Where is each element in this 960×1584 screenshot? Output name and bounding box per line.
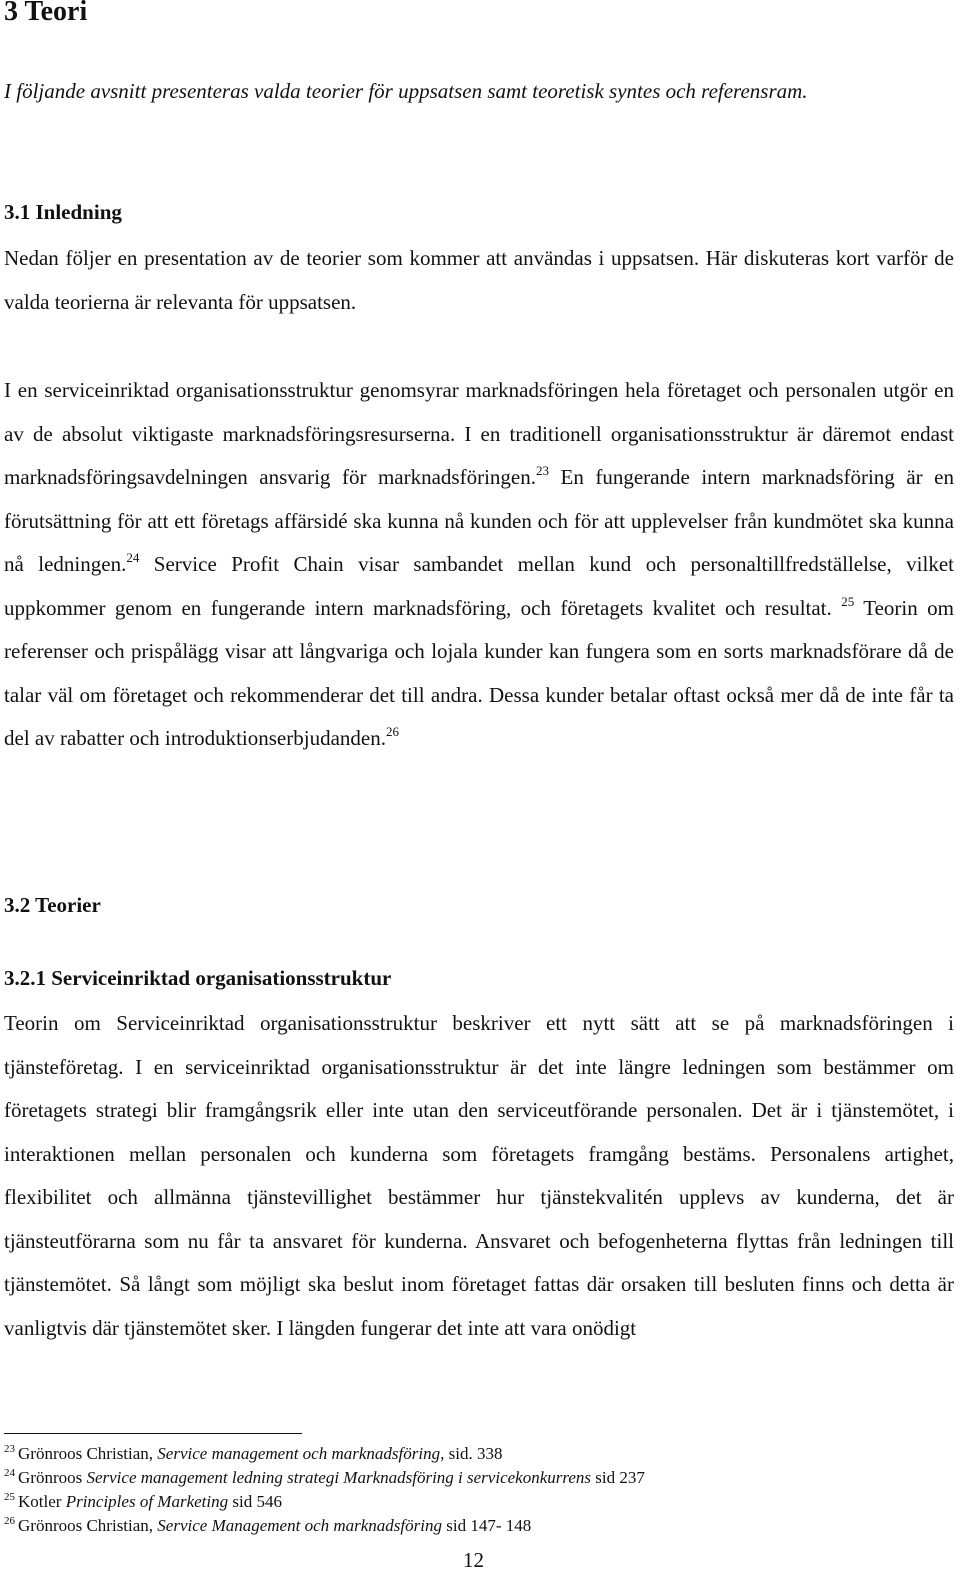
chapter-title: 3 Teori [4, 0, 88, 27]
section-heading-teorier: 3.2 Teorier [4, 893, 101, 917]
footnote-ref-26[interactable]: 26 [385, 724, 399, 739]
footnote-page: sid 237 [591, 1468, 645, 1487]
footnote-author: Grönroos Christian, [18, 1516, 158, 1535]
footnote-25 [4, 1490, 954, 1514]
footnote-title: Service management ledning strategi Marknadsföring i servicekonkurrens [86, 1468, 592, 1487]
footnote-title: Service Management och marknadsföring [157, 1516, 442, 1535]
page-number: 12 [463, 1548, 484, 1572]
subsection-heading-serviceinriktad: 3.2.1 Serviceinriktad organisationsstruktur [4, 966, 392, 990]
footnote-number: 25 [4, 1491, 15, 1503]
footnote-24 [4, 1466, 954, 1490]
footnote-page: sid 147- 148 [441, 1516, 532, 1535]
footnote-ref-24[interactable]: 24 [126, 550, 140, 565]
paragraph-serviceinriktad: Teorin om Serviceinriktad organisationsstruktur beskriver ett nytt sätt att se på marknadsföringen i tjänsteföretag. I en serviceinriktad organisationsstruktur är det inte längre ledningen som bestämmer om företagets strategi blir framgångsrik eller inte utan den serviceutförande personalen. Det är i tjänstemötet, i interaktionen mellan personalen och kunderna som företagets framgång bestäms. Personalens artighet, flexibilitet och allmänna tjänstevillighet bestämmer hur tjänstekvalitén upplevs av kunderna, det är tjänsteutförarna som nu får ta ansvaret för kunderna. Ansvaret och befogenheterna flyttas från ledningen till tjänstemötet. Så långt som möjligt ska beslut inom företaget fattas där orsaken till besluten finns och detta är vanligtvis där tjänstemötet sker. I längden fungerar det inte att vara onödigt [4, 1011, 954, 1340]
footnote-divider [4, 1433, 302, 1434]
paragraph-text: En fungerande intern marknadsföring är en förutsättning för att ett företags affärsidé ska kunna nå kunden och för att upplevelser från kundmötet ska kunna nå ledningen. [4, 465, 954, 576]
footnote-author: Kotler [18, 1492, 66, 1511]
footnote-author: Grönroos Christian, [18, 1444, 158, 1463]
footnote-title: Service management och marknadsföring, [157, 1444, 445, 1463]
footnote-page: sid. 338 [444, 1444, 503, 1463]
paragraph-inledning-2 [4, 369, 954, 761]
footnote-page: sid 546 [228, 1492, 282, 1511]
footnote-number: 23 [4, 1443, 15, 1455]
footnote-26 [4, 1514, 954, 1538]
footnote-23 [4, 1442, 954, 1466]
footnote-author: Grönroos [18, 1468, 87, 1487]
footnote-number: 24 [4, 1467, 15, 1479]
footnote-number: 26 [4, 1515, 15, 1527]
footnote-ref-25[interactable]: 25 [841, 593, 855, 609]
paragraph-text: Teorin om referenser och prispålägg visar att långvariga och lojala kunder kan fungera som en sorts marknadsförare då de talar väl om företaget och rekommenderar det till andra. Dessa kunder betalar oftast också mer då de inte får ta del av rabatter och introduktionserbjudanden. [4, 595, 955, 750]
footnote-title: Principles of Marketing [65, 1492, 229, 1511]
section-heading-inledning: 3.1 Inledning [4, 200, 122, 224]
footnote-list [4, 1442, 954, 1538]
paragraph-inledning-1: Nedan följer en presentation av de teorier som kommer att användas i uppsatsen. Här diskuteras kort varför de valda teorierna är relevanta för uppsatsen. [4, 246, 954, 314]
footnote-ref-23[interactable]: 23 [536, 463, 549, 478]
paragraph-text: Service Profit Chain visar sambandet mellan kund och personaltillfredställelse, vilket uppkommer genom en fungerande intern marknadsföring, och företagets kvalitet och resultat. [4, 552, 954, 620]
chapter-intro: I följande avsnitt presenteras valda teorier för uppsatsen samt teoretisk syntes och referensram. [4, 79, 808, 103]
paragraph-text: I en serviceinriktad organisationsstruktur genomsyrar marknadsföringen hela företaget och personalen utgör en av de absolut viktigaste marknadsföringsresurserna. I en traditionell organisationsstruktur är däremot endast marknadsföringsavdelningen ansvarig för marknadsföringen. [4, 378, 954, 489]
